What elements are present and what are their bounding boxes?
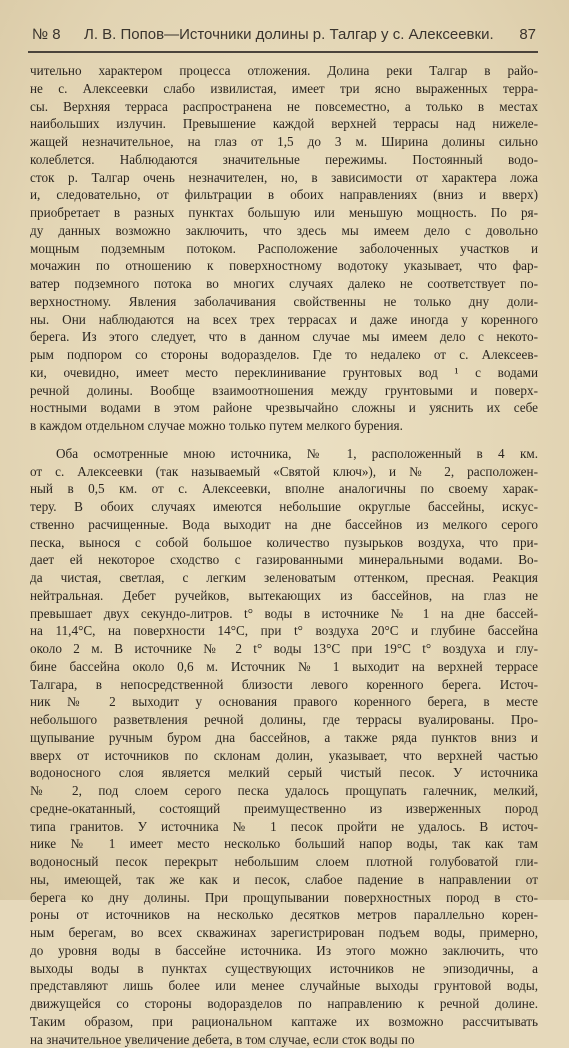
- text-line: нике № 1 имеет место несколько больший напор воды, так как там: [30, 835, 538, 853]
- text-line: сы. Верхняя терраса распространена не повсеместно, а только в местах: [30, 98, 538, 116]
- text-line: приобретает в разных пунктах большую или меньшую мощность. По ря-: [30, 204, 538, 222]
- text-line: нейтральная. Дебет ручейков, вытекающих из бассейнов, на глаз не: [30, 587, 538, 605]
- text-line: да чистая, светлая, с легким зеленоватым оттенком, пресная. Реакция: [30, 569, 538, 587]
- text-line: представляют лишь более или менее случайные выходы грунтовой воды,: [30, 977, 538, 995]
- text-line: щупывание ручным буром дна бассейнов, а также ряда пунктов вниз и: [30, 729, 538, 747]
- text-line: Таким образом, при рациональном каптаже их возможно рассчитывать: [30, 1013, 538, 1031]
- text-line: в каждом отдельном случае можно только путем мелкого бурения.: [30, 417, 538, 435]
- text-line: и, следовательно, от фильтрации в обоих направлениях (вниз и вверх): [30, 186, 538, 204]
- text-line: на значительное увеличение дебета, в том случае, если сток воды по: [30, 1031, 538, 1048]
- text-line: от с. Алексеевки (так называемый «Святой ключ»), и № 2, расположен-: [30, 463, 538, 481]
- paragraph-gap: [30, 435, 538, 445]
- text-line: Оба осмотренные мною источника, № 1, расположенный в 4 км.: [30, 445, 538, 463]
- page-number: 87: [519, 26, 536, 43]
- text-line: роны от источников на несколько десятков метров параллельно корен-: [30, 906, 538, 924]
- text-line: речной долины. Вообще взаимоотношения между грунтовыми и поверх-: [30, 382, 538, 400]
- text-line: до уровня воды в бассейне источника. Из этого можно заключить, что: [30, 942, 538, 960]
- text-line: вверх от источников по склонам долин, указывает, что верхней частью: [30, 747, 538, 765]
- text-line: берега. Из этого следует, что в данном случае мы имеем дело с некото-: [30, 328, 538, 346]
- paragraph: [30, 445, 538, 1048]
- text-line: песка, вынося с собой большое количество пузырьков воздуха, что при-: [30, 534, 538, 552]
- text-line: ностными водами в этом районе чрезвычайно сложны и уяснить их себе: [30, 399, 538, 417]
- text-line: берега ко дну долины. При прощупывании поверхностных пород в сто-: [30, 889, 538, 907]
- text-line: ны, имеющей, так же как и песок, слабое падение в направлении от: [30, 871, 538, 889]
- text-line: мочажин по отношению к поверхностному водотоку указывает, что фар-: [30, 257, 538, 275]
- text-line: теру. В обоих случаях имеются небольшие округлые бассейны, искус-: [30, 498, 538, 516]
- paragraph: [30, 62, 538, 435]
- text-line: выходы воды в пунктах существующих источников не эпизодичны, а: [30, 960, 538, 978]
- text-line: ным берегам, во всех скважинах зарегистрирован подъем воды, примерно,: [30, 924, 538, 942]
- text-line: бине бассейна около 0,6 м. Источник № 1 выходит на верхней террасе: [30, 658, 538, 676]
- text-line: ки, очевидно, имеет место переклинивание грунтовых вод ¹ с водами: [30, 364, 538, 382]
- text-line: водоносный песок перекрыт небольшим слоем плотной голубоватой гли-: [30, 853, 538, 871]
- text-line: наибольших излучин. Превышение каждой верхней террасы над нижеле-: [30, 115, 538, 133]
- text-line: ственно расчищенные. Вода выходит на дне бассейнов из мелкого серого: [30, 516, 538, 534]
- text-line: превышает двух секундо-литров. t° воды в источнике № 1 на дне бассей-: [30, 605, 538, 623]
- text-line: ник № 2 выходит у основания правого коренного берега, в месте: [30, 693, 538, 711]
- text-line: колеблется. Наблюдаются значительные пережимы. Постоянный водо-: [30, 151, 538, 169]
- text-line: ватер подземного потока во многих случаях далеко не соответствует по-: [30, 275, 538, 293]
- text-line: не с. Алексеевки слабо извилистая, имеет три ясно выраженных терра-: [30, 80, 538, 98]
- text-line: средне-окатанный, состоящий преимущественно из изверженных пород: [30, 800, 538, 818]
- text-line: верхностному. Явления заболачивания свойственны не только дну доли-: [30, 293, 538, 311]
- text-line: мощным подземным потоком. Расположение заболоченных участков и: [30, 240, 538, 258]
- text-line: движущейся со стороны водоразделов по направлению к речной долине.: [30, 995, 538, 1013]
- text-line: ду данных возможно заключить, что здесь мы имеем дело с довольно: [30, 222, 538, 240]
- text-line: сток р. Талгар очень незначителен, но, в зависимости от характера ложа: [30, 169, 538, 187]
- text-line: ный в 0,5 км. от с. Алексеевки, вполне аналогичны по своему харак-: [30, 480, 538, 498]
- text-line: небольшого разветвления речной долины, где террасы вуалированы. Про-: [30, 711, 538, 729]
- text-line: № 2, под слоем серого песка удалось прощупать галечник, мелкий,: [30, 782, 538, 800]
- issue-number: № 8: [32, 26, 61, 43]
- text-line: жащей незначительное, на глаз от 1,5 до 3 м. Ширина долины сильно: [30, 133, 538, 151]
- running-head: [32, 26, 536, 48]
- running-title: Л. В. Попов—Источники долины р. Талгар у с. Алексеевки.: [84, 26, 494, 43]
- text-line: водоносного слоя является мелкий серый чистый песок. У источника: [30, 764, 538, 782]
- text-line: около 2 м. В источнике № 2 t° воды 13°С при 19°С t° воздуха и глу-: [30, 640, 538, 658]
- text-line: ны. Они наблюдаются на всех трех террасах и даже иногда у коренного: [30, 311, 538, 329]
- header-rule: [28, 51, 538, 53]
- text-line: чительно характером процесса отложения. Долина реки Талгар в райо-: [30, 62, 538, 80]
- text-line: типа гранитов. У источника № 1 песок пройти не удалось. В источ-: [30, 818, 538, 836]
- text-line: дает ей некоторое сходство с газированными минеральными водами. Во-: [30, 551, 538, 569]
- text-line: рым подпором со стороны водоразделов. Где то недалеко от с. Алексеев-: [30, 346, 538, 364]
- text-line: Талгара, в непосредственной близости левого коренного берега. Источ-: [30, 676, 538, 694]
- text-line: на 11,4°С, на поверхности 14°С, при t° воздуха 20°С и глубине бассейна: [30, 622, 538, 640]
- body-text: [30, 62, 538, 1048]
